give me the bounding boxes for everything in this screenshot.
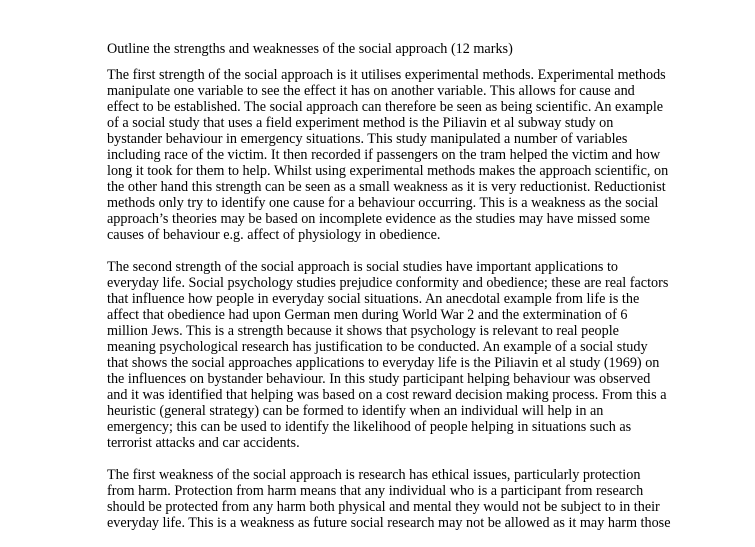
paragraph-line: emergency; this can be used to identify the likelihood of people helping in situations such as	[107, 419, 632, 435]
paragraph-line: long it took for them to help. Whilst using experimental methods makes the approach scientific, on	[107, 163, 669, 179]
document-title: Outline the strengths and weaknesses of the social approach (12 marks)	[107, 41, 513, 57]
paragraph-line: The first weakness of the social approach is research has ethical issues, particularly protection	[107, 467, 641, 483]
paragraph-line: the other hand this strength can be seen as a small weakness as it is very reductionist. Reductionist	[107, 179, 666, 195]
paragraph-line: that shows the social approaches applications to everyday life is the Piliavin et al study (1969) on	[107, 355, 660, 371]
paragraph-line: causes of behaviour e.g. affect of physiology in obedience.	[107, 227, 441, 243]
paragraph-line: should be protected from any harm both physical and mental they would not be subject to in their	[107, 499, 660, 515]
paragraph-line: and it was identified that helping was based on a cost reward decision making process. From this a	[107, 387, 667, 403]
paragraph-line: terrorist attacks and car accidents.	[107, 435, 300, 451]
paragraph-line: million Jews. This is a strength because it shows that psychology is relevant to real people	[107, 323, 619, 339]
paragraph-line: The second strength of the social approach is social studies have important applications to	[107, 259, 619, 275]
paragraph-line: approach’s theories may be based on incomplete evidence as the studies may have missed some	[107, 211, 650, 227]
paragraph-3	[107, 467, 671, 531]
paragraph-line: everyday life. This is a weakness as future social research may not be allowed as it may harm those	[107, 515, 671, 531]
paragraph-line: heuristic (general strategy) can be formed to identify when an individual will help in an	[107, 403, 604, 419]
paragraph-line: meaning psychological research has justification to be conducted. An example of a social study	[107, 339, 648, 355]
paragraph-line: affect that obedience had upon German men during World War 2 and the extermination of 6	[107, 307, 628, 323]
paragraph-line: methods only try to identify one cause for a behaviour occurring. This is a weakness as the social	[107, 195, 659, 211]
paragraph-line: effect to be established. The social approach can therefore be seen as being scientific. An example	[107, 99, 664, 115]
paragraph-line: of a social study that uses a field experiment method is the Piliavin et al subway study on	[107, 115, 614, 131]
paragraph-2	[107, 259, 667, 451]
paragraph-line: everyday life. Social psychology studies prejudice conformity and obedience; these are real factors	[107, 275, 669, 291]
paragraph-line: The first strength of the social approach is it utilises experimental methods. Experimental methods	[107, 67, 666, 83]
paragraph-line: that influence how people in everyday social situations. An anecdotal example from life is the	[107, 291, 640, 307]
paragraph-1	[107, 67, 667, 243]
paragraph-line: the influences on bystander behaviour. In this study participant helping behaviour was observed	[107, 371, 651, 387]
paragraph-line: from harm. Protection from harm means that any individual who is a participant from research	[107, 483, 644, 499]
paragraph-line: manipulate one variable to see the effect it has on another variable. This allows for cause and	[107, 83, 635, 99]
paragraph-line: bystander behaviour in emergency situations. This study manipulated a number of variables	[107, 131, 628, 147]
document-page	[107, 41, 671, 547]
paragraph-line: including race of the victim. It then recorded if passengers on the tram helped the victim and how	[107, 147, 661, 163]
